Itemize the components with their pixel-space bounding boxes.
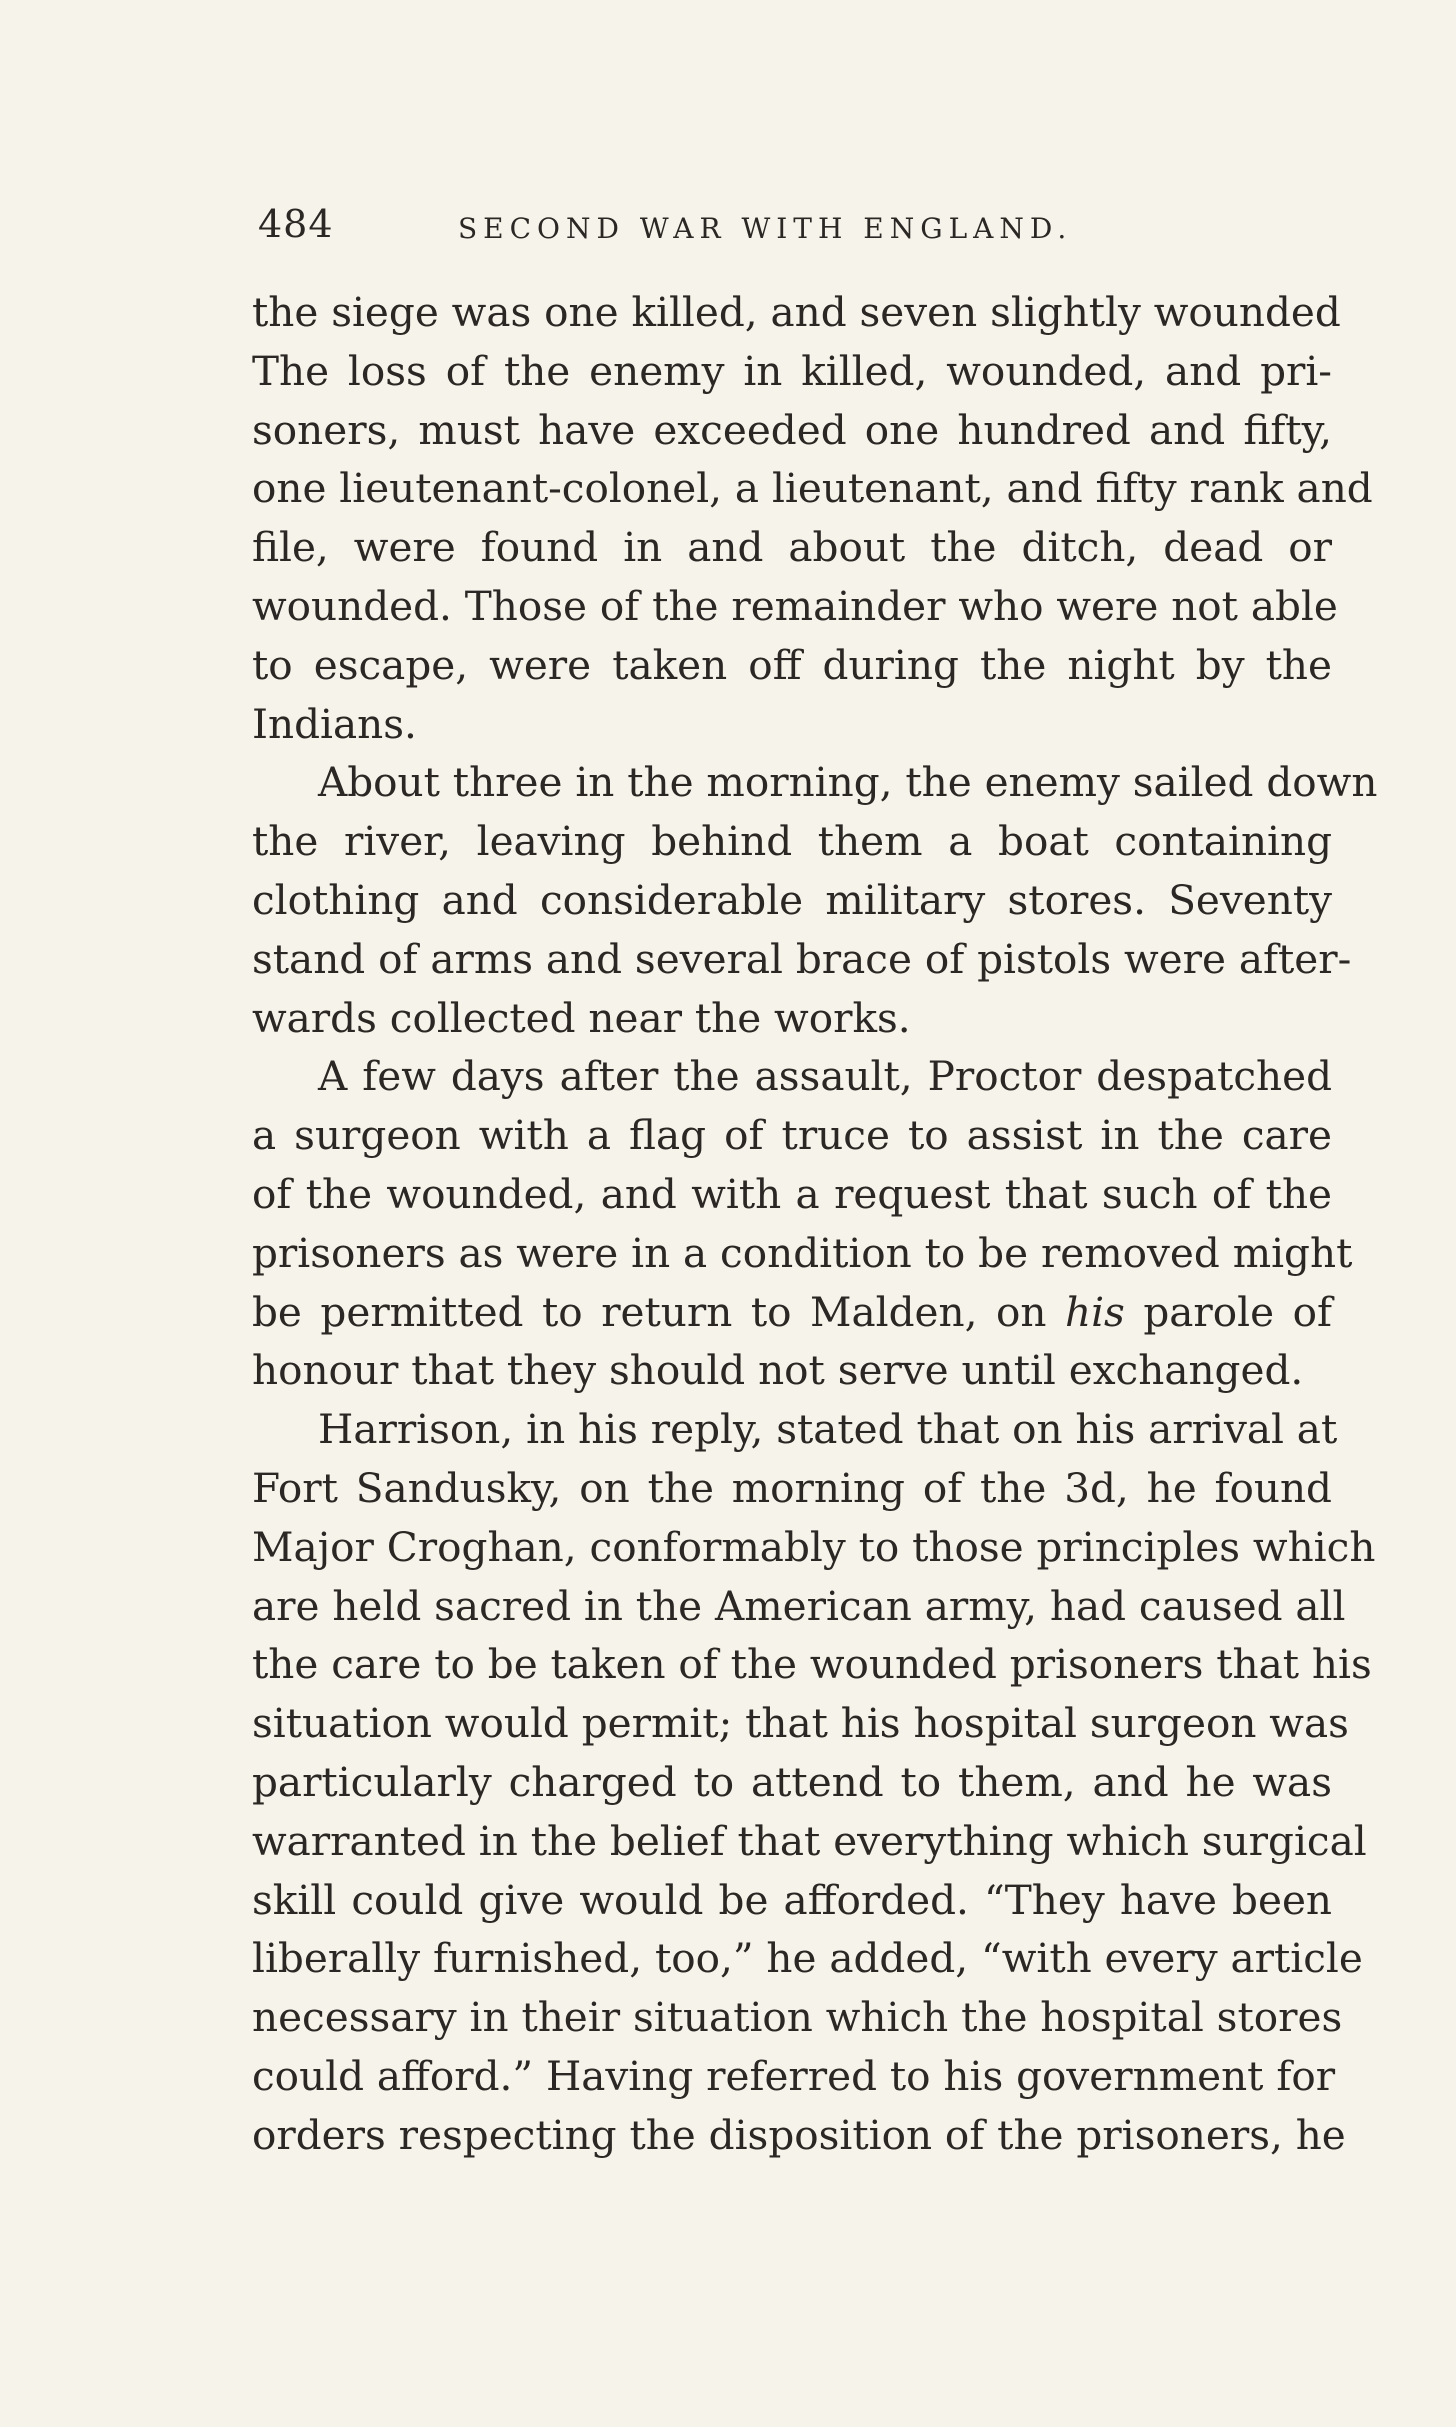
page-header [258,202,1338,262]
running-head: SECOND WAR WITH ENGLAND. [458,212,1073,245]
italic-word: his [1065,1287,1125,1336]
text-line: necessary in their situation which the hospital stores [252,1993,1343,2042]
text-line: Major Croghan, conformably to those principles which [252,1522,1376,1571]
text-line: Fort Sandusky, on the morning of the 3d, he found [252,1463,1332,1512]
text-line: particularly charged to attend to them, and he was [252,1757,1332,1806]
paragraph-3 [252,1047,1353,1400]
text-line: situation would permit; that his hospital surgeon was [252,1699,1349,1748]
text-line: soners, must have exceeded one hundred and fifty, [252,405,1332,454]
text-line: are held sacred in the American army, had caused all [252,1581,1346,1630]
text-line: The loss of the enemy in killed, wounded, and pri- [252,346,1332,395]
text-line: wounded. Those of the remainder who were not able [252,581,1338,630]
text-line: file, were found in and about the ditch, dead or [252,523,1332,572]
text-segment: be permitted to return to Malden, on [252,1287,1065,1336]
text-line: skill could give would be afforded. “They have been [252,1875,1332,1924]
text-line: clothing and considerable military stores. Seventy [252,875,1332,924]
paragraph-2 [252,753,1378,1047]
text-line: liberally furnished, too,” he added, “with every article [252,1934,1363,1983]
paragraph-1 [252,283,1373,753]
text-line: to escape, were taken off during the night by the [252,640,1332,689]
text-line: wards collected near the works. [252,993,911,1042]
body-text [252,283,1378,2165]
text-line: Indians. [252,699,417,748]
text-line: the care to be taken of the wounded prisoners that his [252,1640,1372,1689]
page-number: 484 [258,202,334,246]
text-line: A few days after the assault, Proctor despatched [318,1052,1332,1101]
text-line: prisoners as were in a condition to be removed might [252,1228,1353,1277]
text-line: a surgeon with a flag of truce to assist in the care [252,1111,1332,1160]
text-line: could afford.” Having referred to his government for [252,2051,1336,2100]
text-line: stand of arms and several brace of pistols were after- [252,934,1352,983]
text-line: the river, leaving behind them a boat containing [252,817,1332,866]
text-line: About three in the morning, the enemy sailed down [318,758,1378,807]
text-line: warranted in the belief that everything which surgical [252,1816,1367,1865]
text-line: orders respecting the disposition of the prisoners, he [252,2110,1346,2159]
text-line: of the wounded, and with a request that such of the [252,1169,1332,1218]
text-line: Harrison, in his reply, stated that on his arrival at [318,1405,1338,1454]
text-line: the siege was one killed, and seven slightly wounded [252,288,1341,336]
text-line [252,1283,1332,1342]
text-segment: parole of [1124,1287,1332,1336]
text-line: honour that they should not serve until exchanged. [252,1346,1304,1395]
paragraph-4 [252,1400,1376,2164]
text-line: one lieutenant-colonel, a lieutenant, and fifty rank and [252,464,1373,513]
